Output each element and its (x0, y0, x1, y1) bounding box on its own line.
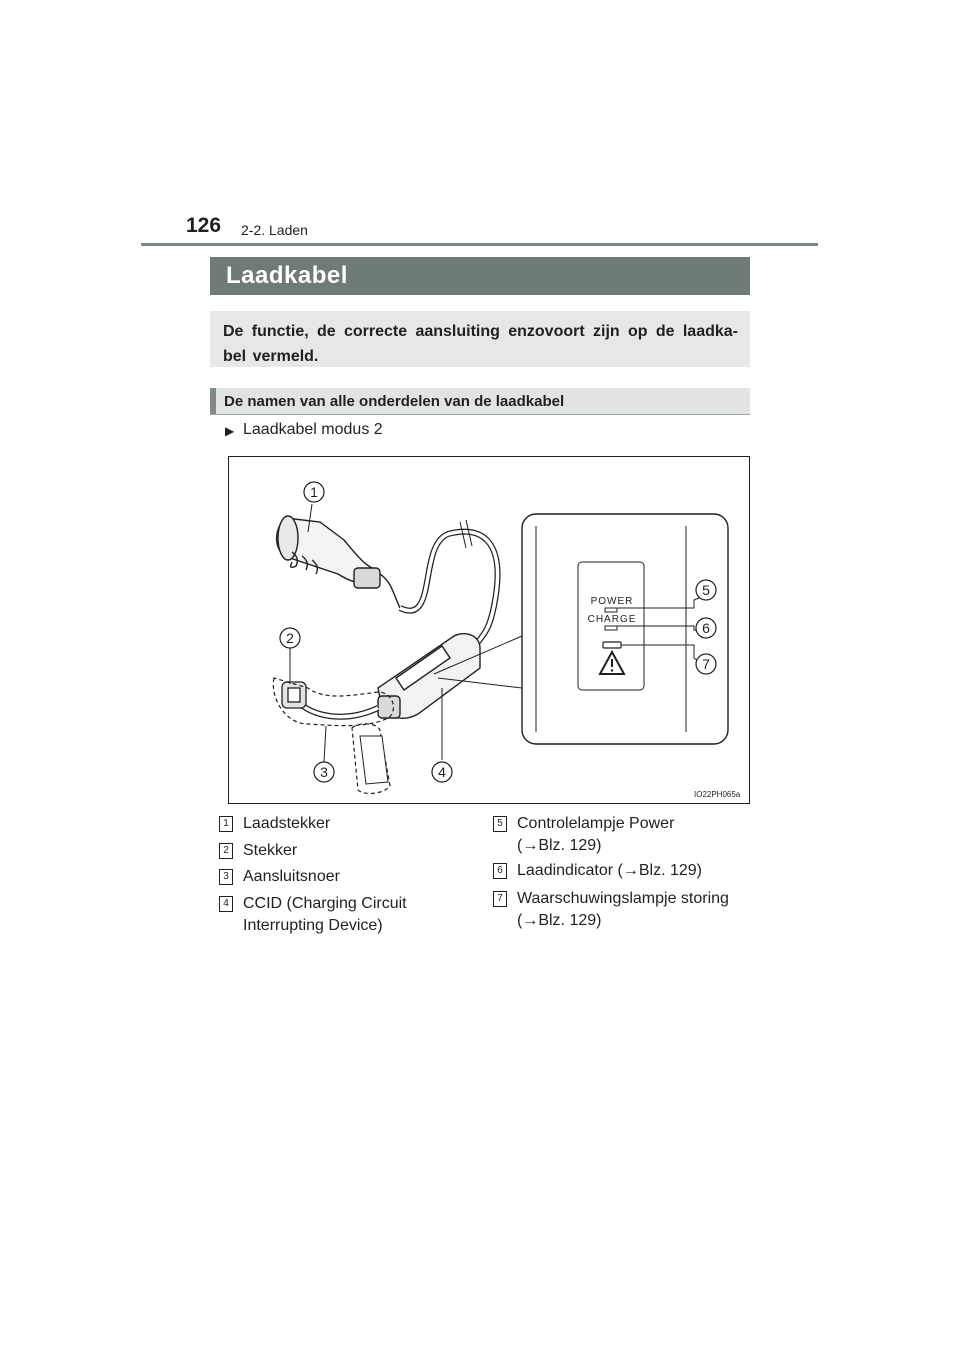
part-label: Waarschuwingslampje storing (517, 890, 729, 907)
part-number: 6 (493, 863, 507, 879)
callout-6: 6 (702, 620, 710, 636)
part-number: 3 (219, 869, 233, 885)
callout-2: 2 (286, 630, 294, 646)
part-label: Controlelampje Power (517, 815, 675, 832)
bullet-arrow-icon: ▶ (225, 424, 235, 438)
mode-label: Laadkabel modus 2 (243, 421, 383, 438)
fault-lamp (603, 642, 621, 648)
part-label: Laadstekker (243, 815, 331, 832)
header-rule (141, 243, 818, 246)
part-label: Aansluitsnoer (243, 868, 340, 885)
charge-label: CHARGE (587, 614, 637, 625)
title-bar (210, 257, 750, 295)
part-number: 4 (219, 896, 233, 912)
part-number: 5 (493, 816, 507, 832)
callout-3: 3 (320, 764, 328, 780)
part-label: Laadindicator (→Blz. 129) (517, 862, 702, 879)
intro-box (210, 311, 750, 367)
part-label-continued: Interrupting Device) (243, 917, 383, 934)
part-number: 2 (219, 843, 233, 859)
subheading-accent (210, 388, 216, 414)
part-label: CCID (Charging Circuit (243, 895, 407, 912)
callout-4: 4 (438, 764, 446, 780)
page-title: Laadkabel (226, 262, 348, 289)
part-number: 7 (493, 891, 507, 907)
part-page-ref: (→Blz. 129) (517, 912, 602, 929)
charging-cable-illustration (228, 456, 750, 804)
callout-7: 7 (702, 656, 710, 672)
callout-1: 1 (310, 484, 318, 500)
page-number: 126 (186, 214, 222, 237)
section-label: 2-2. Laden (241, 222, 308, 238)
part-label: Stekker (243, 842, 298, 859)
power-label: POWER (590, 596, 634, 607)
part-number: 1 (219, 816, 233, 832)
callout-5: 5 (702, 582, 710, 598)
part-page-ref: (→Blz. 129) (517, 837, 602, 854)
subheading-bar (210, 388, 750, 415)
figure-code: IO22PH065a (694, 790, 741, 799)
subheading: De namen van alle onderdelen van de laadkabel (224, 393, 565, 410)
intro-text: De functie, de correcte aansluiting enzovoort zijn op de laadka-bel vermeld. (223, 323, 738, 365)
